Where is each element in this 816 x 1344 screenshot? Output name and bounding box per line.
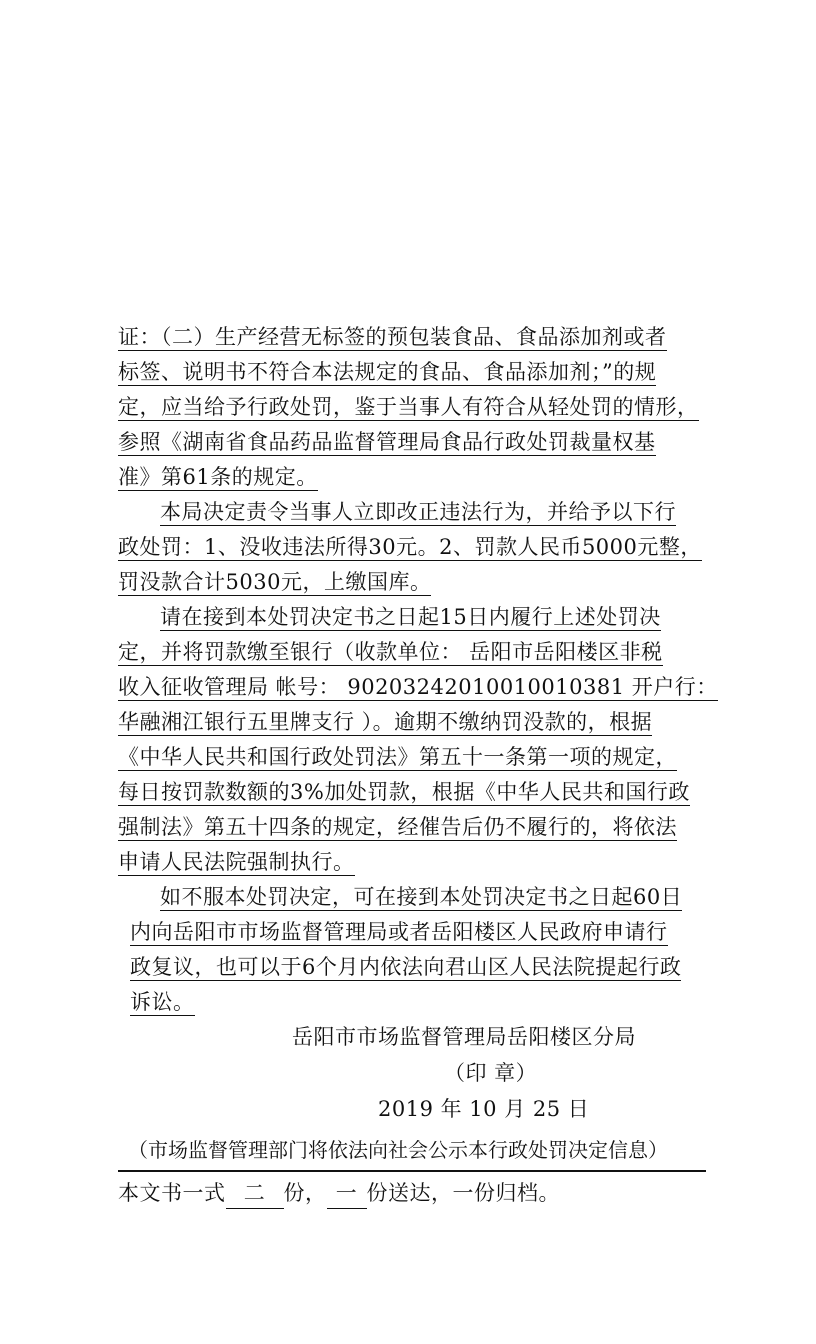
p1-line-2: 标签、说明书不符合本法规定的食品、食品添加剂；”的规	[118, 360, 657, 384]
p4-line-1: 如不服本处罚决定，可在接到本处罚决定书之日起60日	[160, 885, 683, 909]
copies-total: 二	[226, 1178, 284, 1209]
p1-line-4: 参照《湖南省食品药品监督管理局食品行政处罚裁量权基	[118, 430, 656, 454]
p1-line-5: 准》第61条的规定。	[118, 465, 318, 489]
p4-line-2: 内向岳阳市市场监督管理局或者岳阳楼区人民政府申请行	[130, 920, 668, 944]
divider-line	[118, 1170, 706, 1172]
p3-line-8: 申请人民法院强制执行。	[118, 850, 355, 874]
issue-date: 2019 年 10 月 25 日	[378, 1097, 590, 1121]
p2-line-1: 本局决定责令当事人立即改正违法行为，并给予以下行	[160, 500, 676, 524]
copies-statement: 本文书一式 二 份， 一 份送达，一份归档。	[118, 1178, 560, 1209]
p3-line-2: 定，并将罚款缴至银行（收款单位： 岳阳市岳阳楼区非税	[118, 640, 663, 664]
p4-line-3: 政复议，也可以于6个月内依法向君山区人民法院提起行政	[130, 955, 682, 979]
p2-line-3: 罚没款合计5030元，上缴国库。	[118, 570, 432, 594]
seal-placeholder: （印 章）	[444, 1061, 538, 1085]
issuing-authority: 岳阳市市场监督管理局岳阳楼区分局	[292, 1025, 636, 1049]
p3-line-5: 《中华人民共和国行政处罚法》第五十一条第一项的规定，	[118, 745, 677, 769]
p3-line-7: 强制法》第五十四条的规定，经催告后仍不履行的，将依法	[118, 815, 677, 839]
p3-line-6: 每日按罚款数额的3%加处罚款，根据《中华人民共和国行政	[118, 780, 690, 804]
copies-served: 一	[327, 1178, 367, 1209]
p3-line-3: 收入征收管理局 帐号： 90203242010010010381 开户行：	[118, 675, 718, 699]
p2-line-2: 政处罚：1、没收违法所得30元。2、罚款人民币5000元整，	[118, 535, 702, 559]
p3-line-4: 华融湘江银行五里牌支行 ）。逾期不缴纳罚没款的，根据	[118, 710, 653, 734]
p3-line-1: 请在接到本处罚决定书之日起15日内履行上述处罚决	[160, 605, 661, 629]
p1-line-3: 定，应当给予行政处罚，鉴于当事人有符合从轻处罚的情形，	[118, 395, 699, 419]
public-disclosure-notice: （市场监督管理部门将依法向社会公示本行政处罚决定信息）	[128, 1138, 668, 1162]
p4-line-4: 诉讼。	[130, 990, 195, 1014]
p1-line-1: 证：（二）生产经营无标签的预包装食品、食品添加剂或者	[118, 325, 667, 349]
